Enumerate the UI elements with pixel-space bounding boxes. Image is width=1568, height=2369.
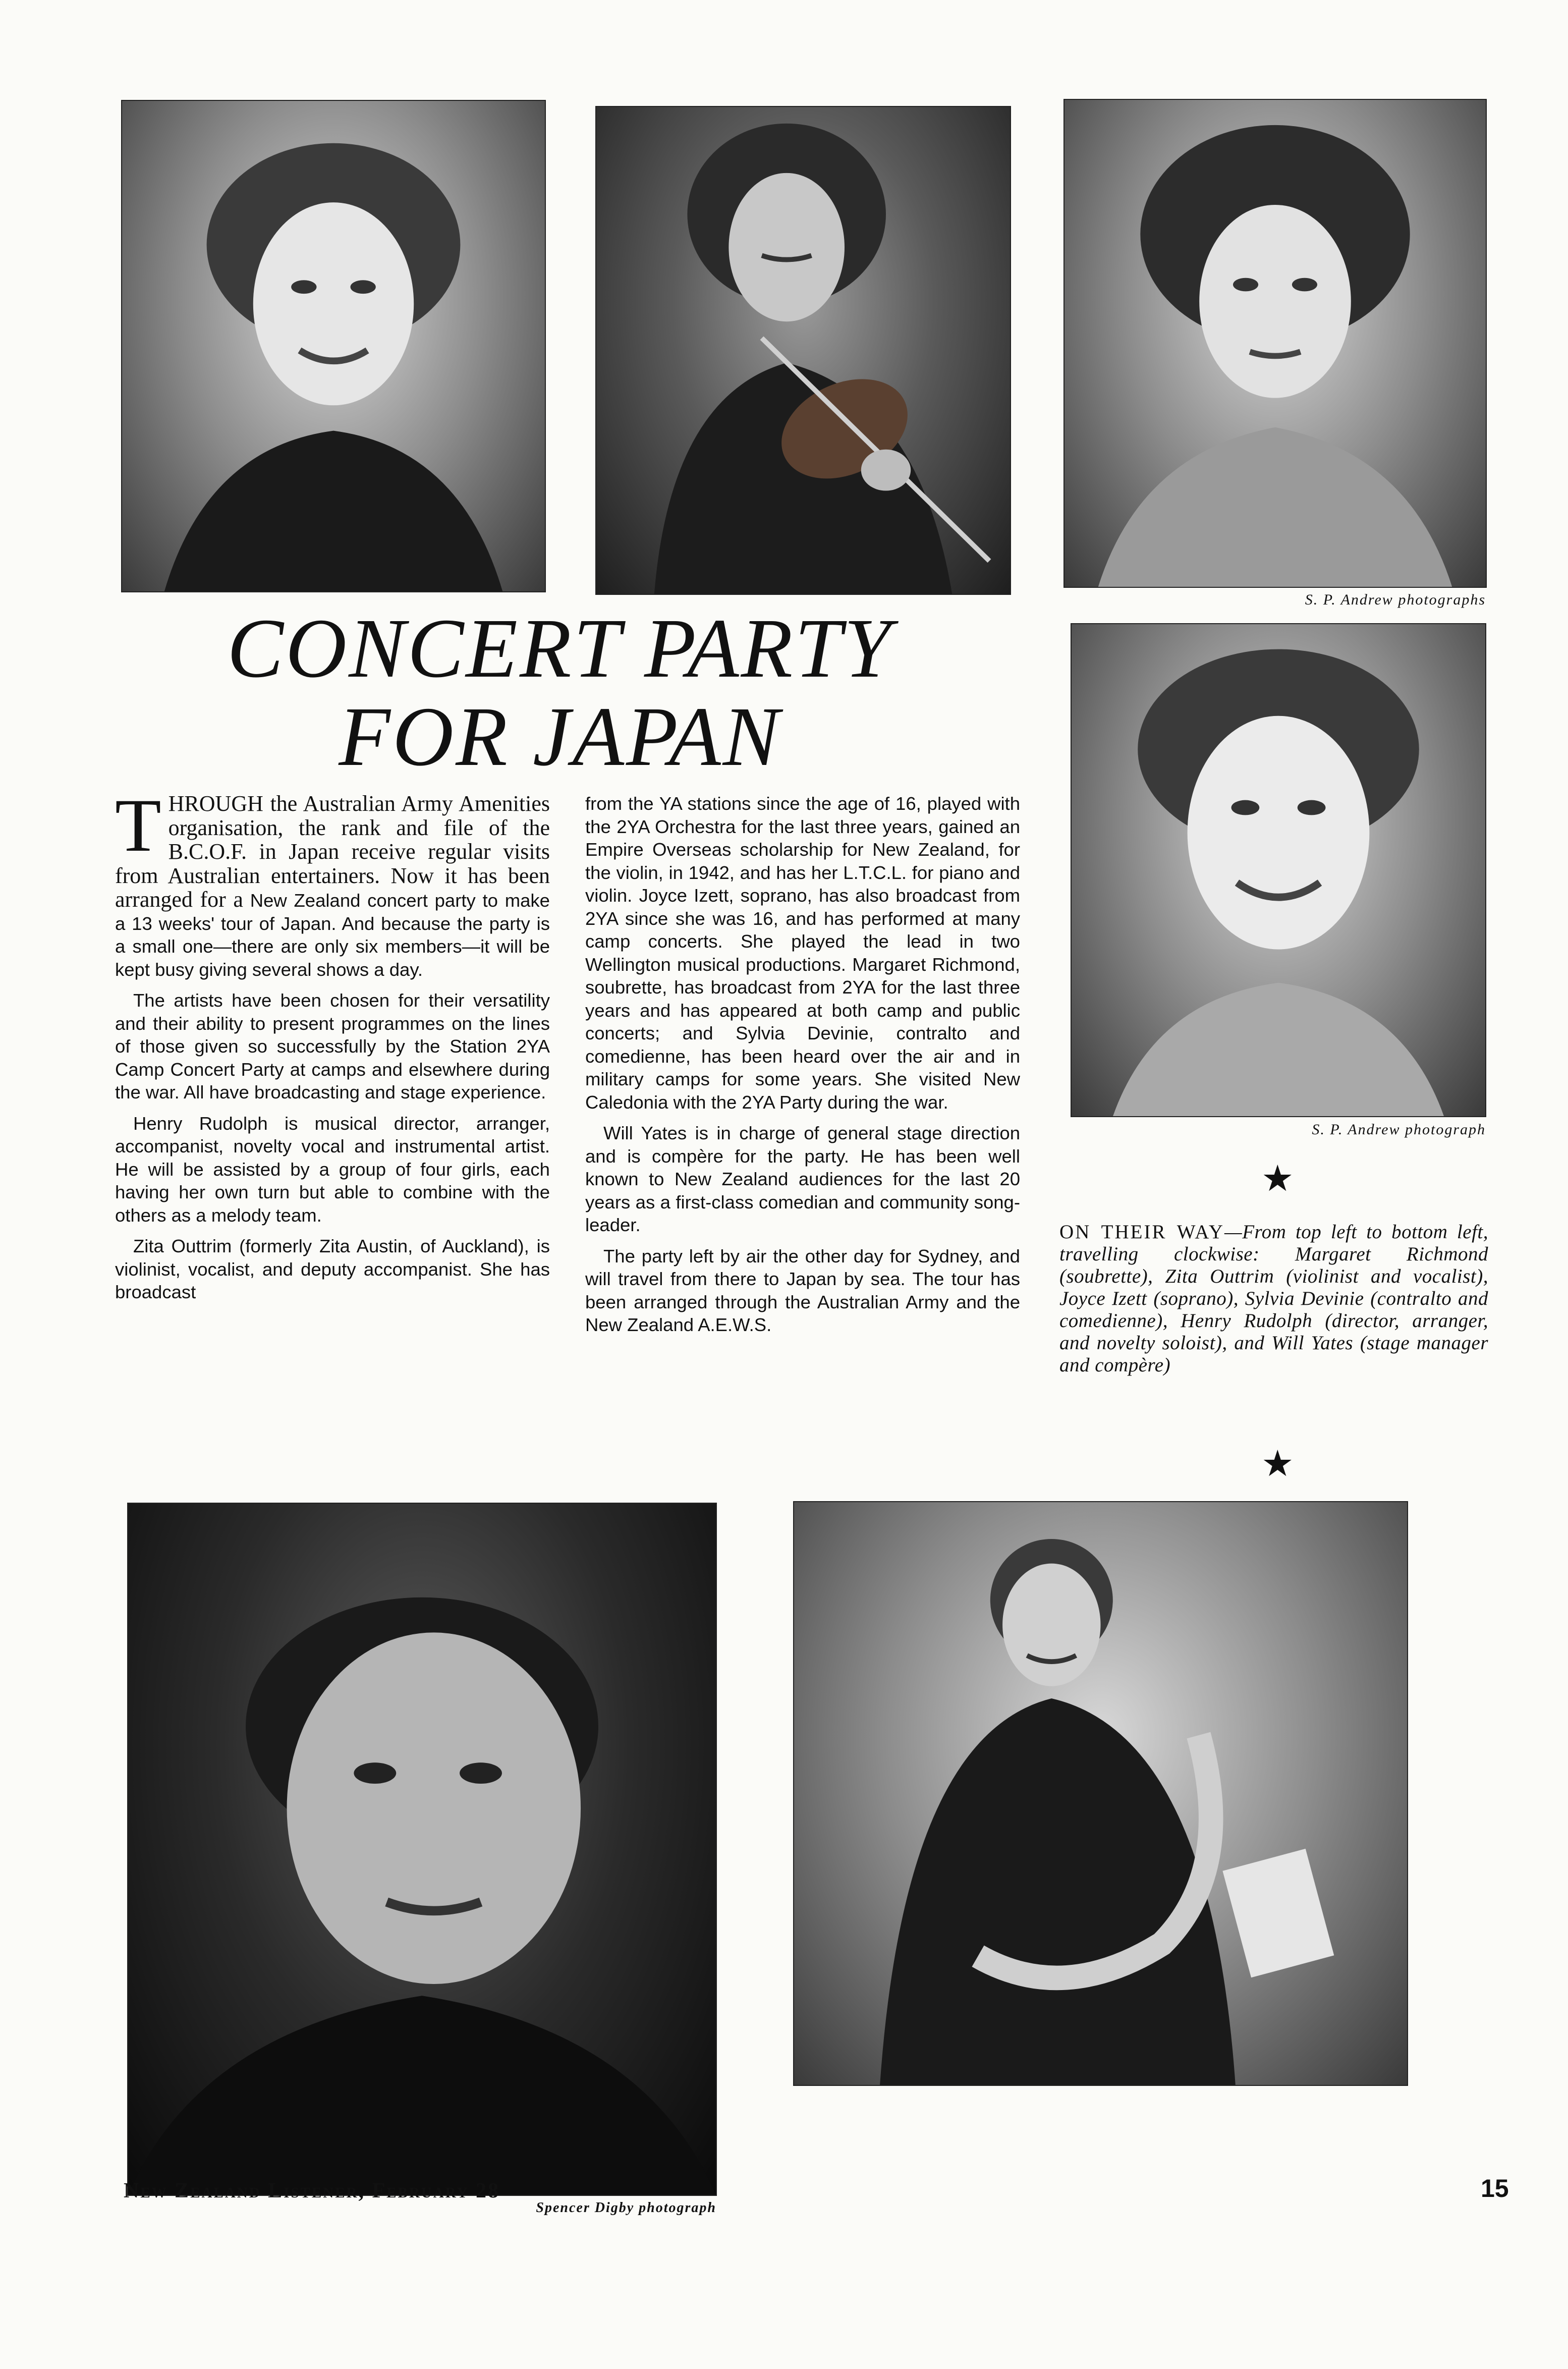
headline-line-2: FOR JAPAN — [339, 690, 781, 784]
drop-cap: T — [115, 784, 161, 867]
photo-bottom-left — [127, 1503, 717, 2196]
photo-caption — [1059, 1221, 1488, 1376]
credit-middle-right: S. P. Andrew photograph — [1312, 1121, 1486, 1138]
credit-top-row: S. P. Andrew photographs — [1305, 591, 1486, 608]
article-paragraph-1 — [115, 784, 550, 981]
photo-bottom-right — [793, 1501, 1408, 2086]
article-paragraph-3: Henry Rudolph is musical director, arranger, accompanist, novelty vocal and instrumental artist. He will be assisted by a group of four girls, each having her own turn but able to combine with the others as a melody team. — [115, 1113, 550, 1226]
star-ornament-bottom: ★ — [1261, 1444, 1294, 1484]
article-paragraph-4: Zita Outtrim (formerly Zita Austin, of Auckland), is violinist, vocalist, and deputy accompanist. She has broadcast — [115, 1236, 550, 1302]
article-paragraph-6: The party left by air the other day for Sydney, and will travel from there to Japan by sea. The tour has been arranged through the Australian Army and the New Zealand A.E.W.S. — [585, 1245, 1020, 1335]
credit-bottom-left: Spencer Digby photograph — [536, 2200, 716, 2216]
star-ornament-top: ★ — [1261, 1159, 1294, 1199]
portrait-woman-icon — [1065, 100, 1486, 587]
article-column-2 — [585, 792, 1020, 1345]
photo-top-left — [121, 100, 546, 592]
portrait-saxophonist-icon — [794, 1502, 1407, 2085]
article-paragraph-5: Will Yates is in charge of general stage direction and is compère for the party. He has been well known to New Zealand audiences for the last 20 years as a first-class comedian and community song-leader. — [585, 1123, 1020, 1235]
portrait-man-icon — [128, 1504, 716, 2195]
portrait-violinist-icon — [596, 107, 1010, 594]
portrait-woman-icon — [122, 101, 545, 591]
portrait-woman-icon — [1072, 624, 1485, 1116]
article-paragraph-2: The artists have been chosen for their versatility and their ability to present programmes on the lines of those given so successfully by the Station 2YA Camp Concert Party at camps and elsewhere during the war. All have broadcasting and stage experience. — [115, 990, 550, 1103]
headline-line-1: CONCERT PARTY — [227, 601, 893, 695]
photo-top-center — [595, 106, 1011, 595]
footer-publication: New Zealand Listener, February 28 — [124, 2179, 500, 2202]
page-number: 15 — [1481, 2174, 1509, 2202]
article-lead-rest: New Zealand concert party to make a 13 weeks' tour of Japan. And because the party is a small one—there are only six members—it will be kept busy giving several shows a day. — [115, 890, 550, 980]
caption-body: —From top left to bottom left, travelling clockwise: Margaret Richmond (soubrette), Zita Outtrim (violinist and vocalist), Joyce Izett (soprano), Sylvia Devinie (contralto and comedienne), Henry Rudolph (director, arranger, and novelty soloist), and Will Yates (stage manager and compère) — [1059, 1221, 1488, 1376]
article-paragraph-4-continued: from the YA stations since the age of 16, played with the 2YA Orchestra for the last three years, gained an Empire Overseas scholarship for New Zealand, for the violin, in 1942, and has her L.T.C.L. for piano and violin. Joyce Izett, soprano, has also broadcast from 2YA since she was 16, and has performed at many camp concerts. She played the lead in two Wellington musical productions. Margaret Richmond, soubrette, has broadcast from 2YA for the last three years and has appeared at both camp and public concerts; and Sylvia Devinie, contralto and comedienne, has been heard over the air and in military camps for some years. She visited New Caledonia with the 2YA Party during the war. — [585, 793, 1020, 1113]
photo-top-right — [1063, 99, 1487, 588]
article-column-1 — [115, 784, 550, 1312]
caption-lead: ON THEIR WAY — [1059, 1221, 1225, 1243]
photo-middle-right — [1071, 623, 1486, 1117]
article-lead-text: HROUGH the Australian Army Amenities organisation, the rank and file of the B.C.O.F. in Japan receive regular visits from Australian entertainers. Now it has been arranged for a — [115, 791, 550, 912]
